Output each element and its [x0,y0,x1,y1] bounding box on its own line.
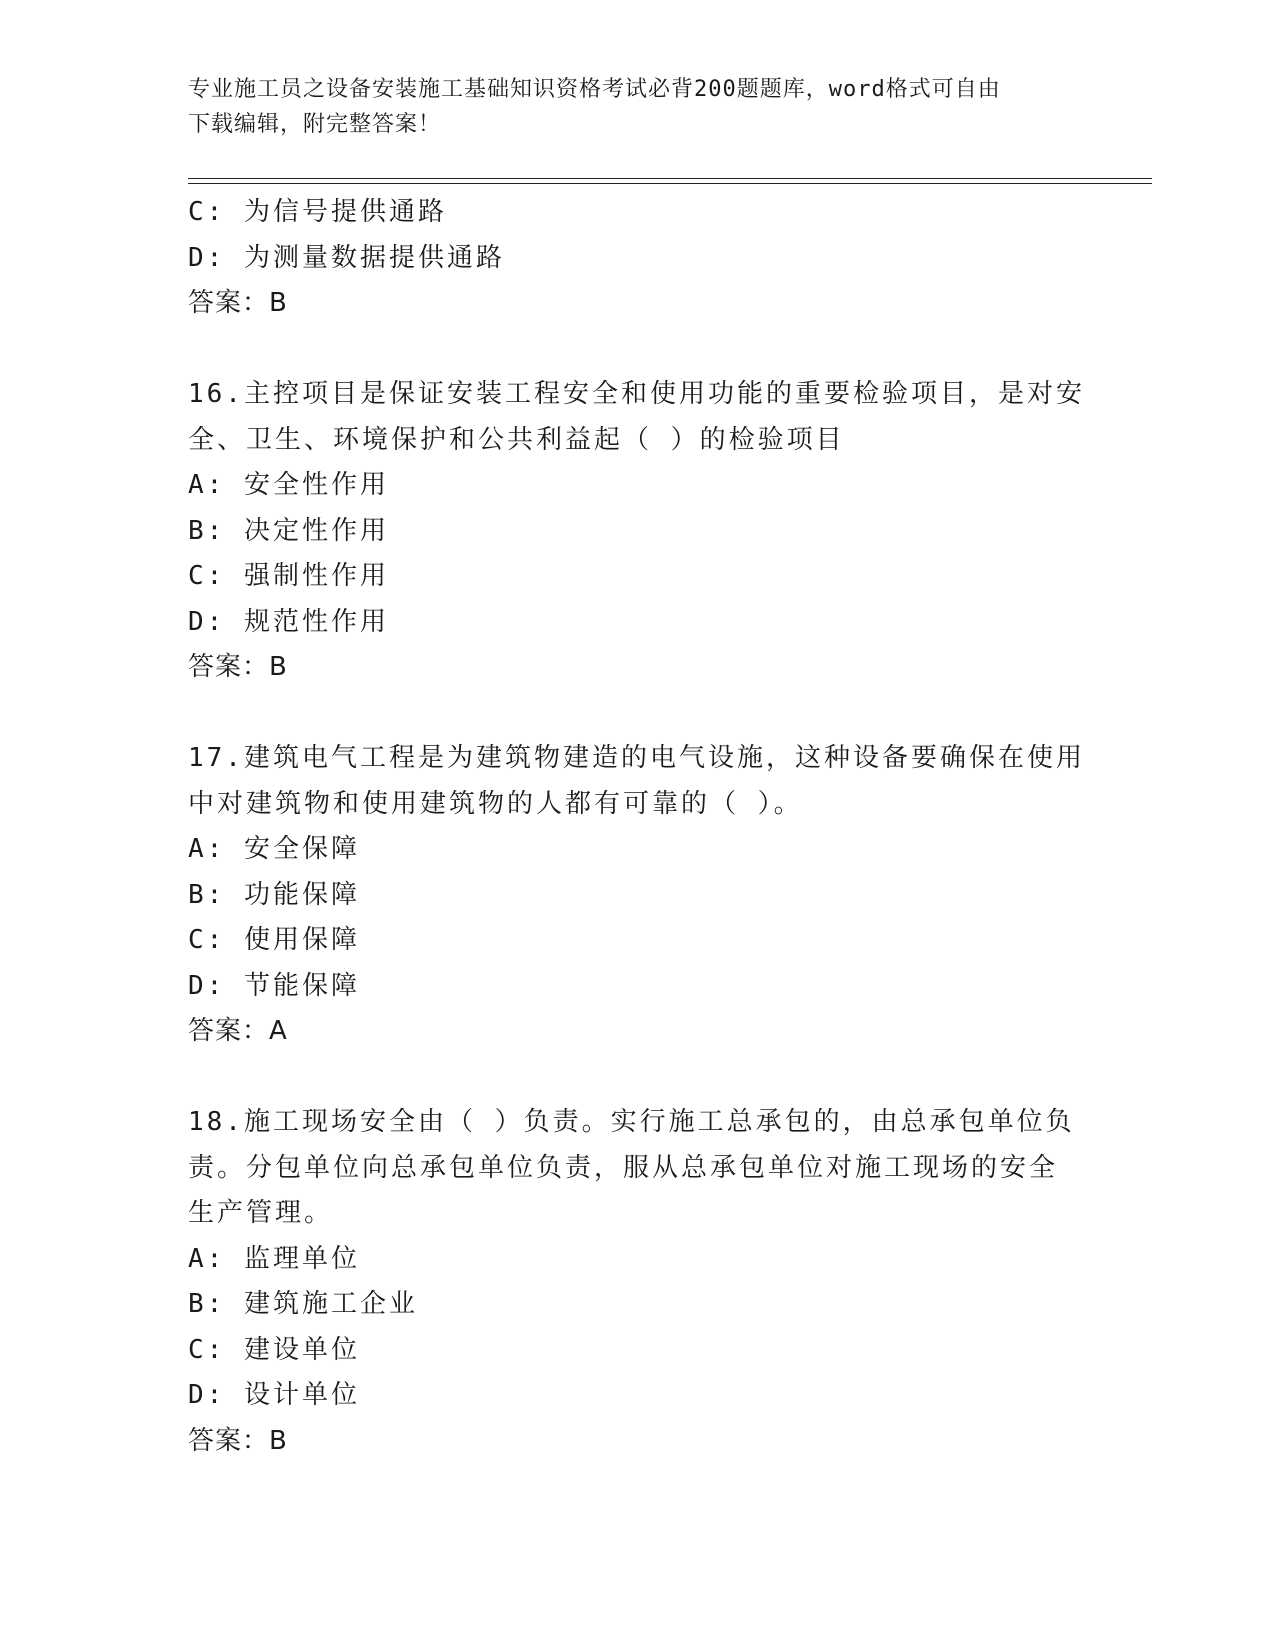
option-d: D: 为测量数据提供通路 [188,242,505,273]
option-b: B: 建筑施工企业 [188,1289,418,1319]
answer: 答案：B [188,1425,288,1456]
answer: 答案：A [188,1016,288,1046]
option-a: A: 安全性作用 [188,470,389,500]
question-text-line: 18.施工现场安全由（ ）负责。实行施工总承包的，由总承包单位负 [188,1107,1075,1137]
document-header [188,72,1088,142]
question-text-line: 生产管理。 [188,1198,334,1228]
header-rule-bottom [188,183,1152,184]
option-c: C: 建设单位 [188,1334,360,1365]
carryover-block [188,190,1088,327]
header-line-1: 专业施工员之设备安装施工基础知识资格考试必背200题题库，word格式可自由 [188,77,1001,102]
option-a: A: 监理单位 [188,1243,360,1274]
question-text-line: 17.建筑电气工程是为建筑物建造的电气设施，这种设备要确保在使用 [188,743,1085,773]
question-text-line: 全、卫生、环境保护和公共利益起（ ）的检验项目 [188,424,845,455]
header-line-2: 下载编辑，附完整答案！ [188,112,442,137]
header-rule-top [188,178,1152,179]
question-text-line: 中对建筑物和使用建筑物的人都有可靠的（ ）。 [188,788,803,819]
option-b: B: 决定性作用 [188,515,389,546]
answer: 答案：B [188,288,288,318]
option-d: D: 设计单位 [188,1380,360,1410]
option-c: C: 强制性作用 [188,561,389,591]
question-18 [188,1100,1088,1464]
option-d: D: 规范性作用 [188,606,389,637]
question-17 [188,736,1088,1055]
answer: 答案：B [188,652,288,682]
question-16 [188,372,1088,691]
document-body [188,190,1088,1464]
question-text-line: 责。分包单位向总承包单位负责，服从总承包单位对施工现场的安全 [188,1152,1059,1183]
option-a: A: 安全保障 [188,834,360,864]
option-d: D: 节能保障 [188,970,360,1001]
option-c: C: 使用保障 [188,925,360,955]
option-c: C: 为信号提供通路 [188,197,447,227]
option-b: B: 功能保障 [188,879,360,910]
question-text-line: 16.主控项目是保证安装工程安全和使用功能的重要检验项目，是对安 [188,379,1085,409]
